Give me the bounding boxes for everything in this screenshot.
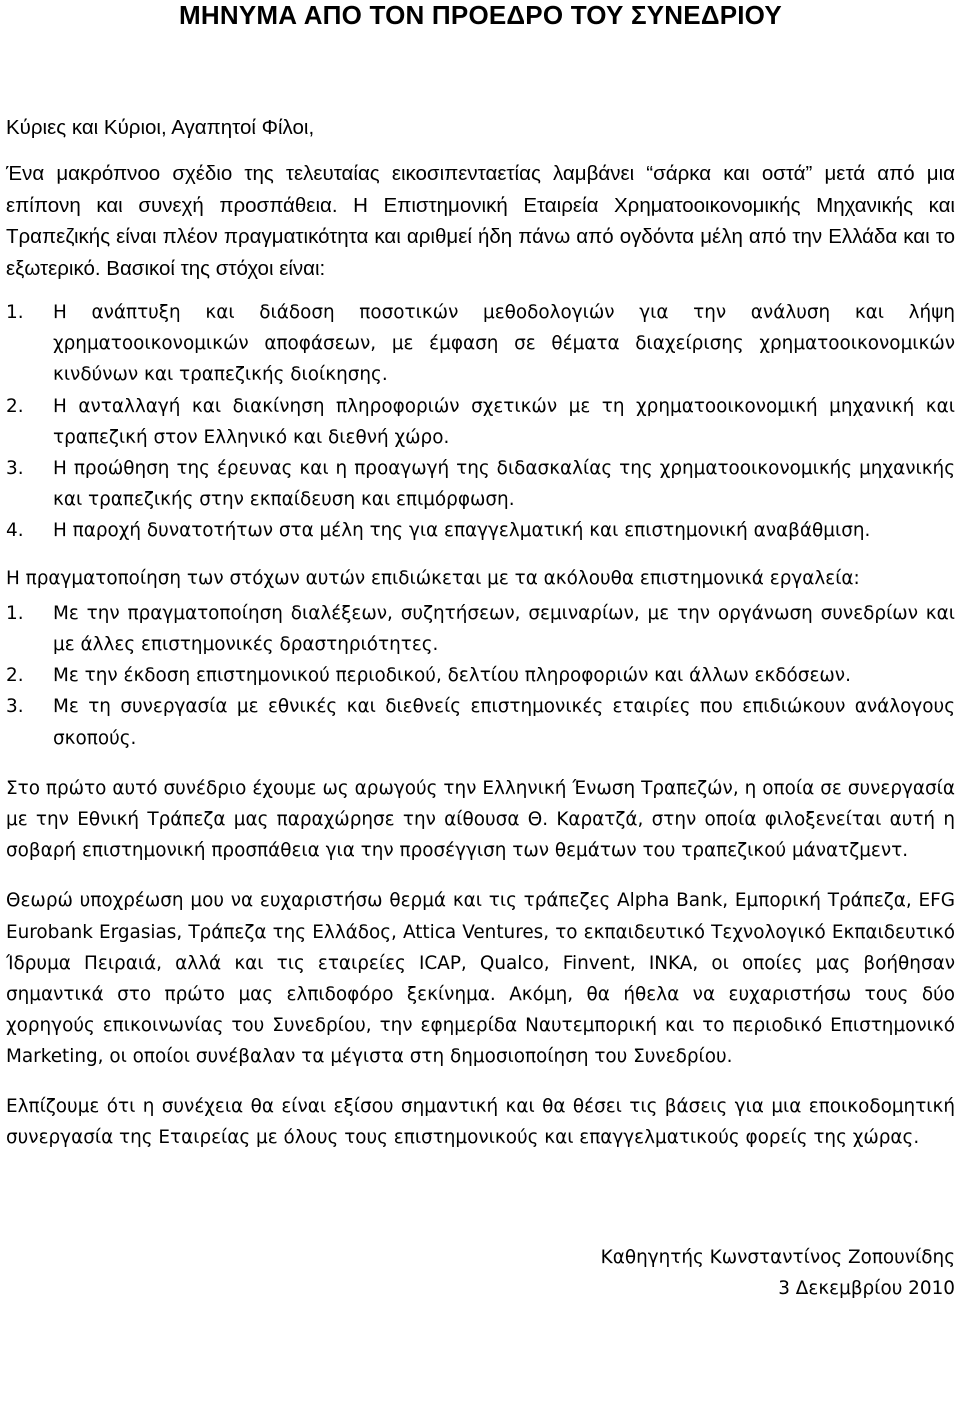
list-item-text: Η ανάπτυξη και διάδοση ποσοτικών μεθοδολογιών για την ανάλυση και λήψη χρηματοοικονομικών αποφάσεων, με έμφαση σε θέματα διαχείρισης χρηματοοικονομικών κινδύνων και τραπεζικής διοίκησης. (53, 302, 955, 386)
list-item (6, 660, 955, 691)
list-item-number: 2. (6, 665, 24, 687)
body-section (6, 297, 955, 1153)
list-item (6, 691, 955, 753)
list-item (6, 515, 955, 546)
greeting: Κύριες και Κύριοι, Αγαπητοί Φίλοι, (6, 116, 315, 139)
page-title: ΜΗΝΥΜΑ ΑΠΟ ΤΟΝ ΠΡΟΕΔΡΟ ΤΟΥ ΣΥΝΕΔΡΙΟΥ (179, 0, 782, 30)
list-item-number: 3. (6, 696, 24, 718)
list-item (6, 297, 955, 391)
list-item-text: Η ανταλλαγή και διακίνηση πληροφοριών σχετικών με τη χρηματοοικονομική μηχανική και τραπεζική στον Ελληνικό και διεθνή χώρο. (53, 395, 955, 448)
list-item (6, 598, 955, 660)
list-item-number: 1. (6, 302, 24, 323)
goals-list (6, 297, 955, 547)
signature-name: Καθηγητής Κωνσταντίνος Ζοπουνίδης (600, 1247, 955, 1268)
list-item-text: Με την έκδοση επιστημονικού περιοδικού, δελτίου πληροφοριών και άλλων εκδόσεων. (53, 665, 851, 687)
sponsor-paragraph: Στο πρώτο αυτό συνέδριο έχουμε ως αρωγούς την Ελληνική Ένωση Τραπεζών, η οποία σε συνεργασία με την Εθνική Τράπεζα μας παραχώρησε την αίθουσα Θ. Καρατζά, στην οποία φιλοξενείται αυτή η σοβαρή επιστημονική προσπάθεια για την προσέγγιση των θεμάτων του τραπεζικού μάνατζμεντ. (6, 777, 955, 862)
list-item (6, 453, 955, 515)
list-item-text: Η προώθηση της έρευνας και η προαγωγή της διδασκαλίας της χρηματοοικονομικής μηχανικής και τραπεζικής στην εκπαίδευση και επιμόρφωση. (53, 458, 955, 511)
thanks-paragraph: Θεωρώ υποχρέωση μου να ευχαριστήσω θερμά και τις τράπεζες Alpha Bank, Εμπορική Τράπεζα, EFG Eurobank Ergasias, Τράπεζα της Ελλάδος, Attica Ventures, το εκπαιδευτικό Τεχνολογικό Εκπαιδευτικό Ίδρυμα Πειραιά, αλλά και τις εταιρείες ICAP, Qualco, Finvent, INKA, οι οποίες μας βοήθησαν σημαντικά στο πρώτο μας ελπιδοφόρο ξεκίνημα. Ακόμη, θα ήθελα να ευχαριστήσω τους δύο χορηγούς επικοινωνίας του Συνεδρίου, την εφημερίδα Ναυτεμπορική και το περιοδικό Επιστημονικό Marketing, οι οποίοι συνέβαλαν τα μέγιστα στη δημοσιοποίηση του Συνεδρίου. (6, 890, 955, 1068)
hope-paragraph: Ελπίζουμε ότι η συνέχεια θα είναι εξίσου σημαντική και θα θέσει τις βάσεις για μια εποικοδομητική συνεργασία της Εταιρείας με όλους τους επιστημονικούς και επαγγελματικούς φορείς της χώρας. (6, 1095, 955, 1148)
list-item-text: Με την πραγματοποίηση διαλέξεων, συζητήσεων, σεμιναρίων, με την οργάνωση συνεδρίων και με άλλες επιστημονικές δραστηριότητες. (53, 602, 955, 656)
intro-paragraph: Ένα μακρόπνοο σχέδιο της τελευταίας εικοσιπενταετίας λαμβάνει “σάρκα και οστά” μετά από μια επίπονη και συνεχή προσπάθεια. Η Επιστημονική Εταιρεία Χρηματοοικονομικής Μηχανικής και Τραπεζικής είναι πλέον πραγματικότητα και αριθμεί ήδη πάνω από ογδόντα μέλη από την Ελλάδα και το εξωτερικό. Βασικοί της στόχοι είναι: (6, 162, 955, 280)
tools-list (6, 598, 955, 754)
list-item-text: Η παροχή δυνατοτήτων στα μέλη της για επαγγελματική και επιστημονική αναβάθμιση. (53, 520, 871, 542)
list-item (6, 391, 955, 453)
list-item-number: 1. (6, 602, 24, 624)
tools-intro-paragraph: Η πραγματοποίηση των στόχων αυτών επιδιώκεται με τα ακόλουθα επιστημονικά εργαλεία: (6, 567, 860, 589)
list-item-number: 2. (6, 395, 24, 417)
list-item-number: 4. (6, 520, 24, 542)
signature-date: 3 Δεκεμβρίου 2010 (778, 1278, 955, 1300)
list-item-text: Με τη συνεργασία με εθνικές και διεθνείς επιστημονικές εταιρίες που επιδιώκουν ανάλογους σκοπούς. (53, 696, 955, 749)
intro-section (6, 112, 955, 284)
list-item-number: 3. (6, 458, 24, 480)
signature-block (601, 1242, 955, 1304)
